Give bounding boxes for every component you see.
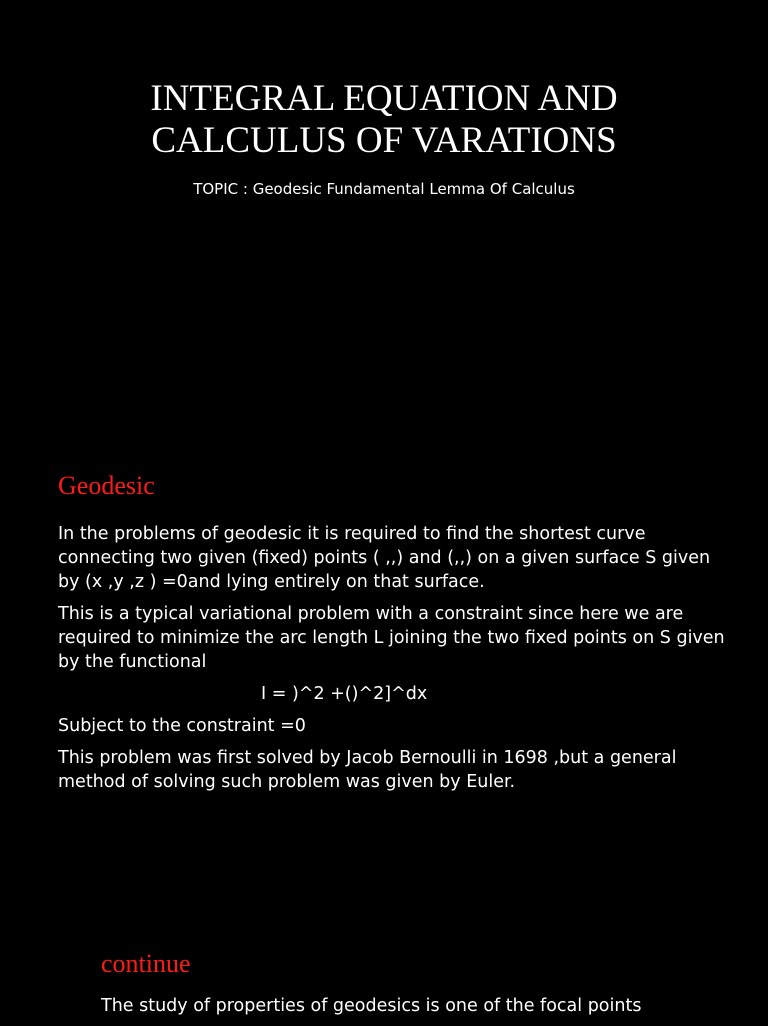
title-slide xyxy=(0,0,768,440)
continue-slide xyxy=(0,940,768,1024)
presentation-title: INTEGRAL EQUATION AND CALCULUS OF VARATIONS xyxy=(150,78,618,161)
functional-formula: I = )^2 +()^2]^dx xyxy=(261,684,428,704)
geodesic-paragraph-constraint: Subject to the constraint =0 xyxy=(58,716,306,736)
geodesic-paragraph-definition: In the problems of geodesic it is required to find the shortest curve connecting two given (fixed) points ( ,,) and (,,) on a given surface S given by (x ,y ,z ) =0and lying entirely on that surface. xyxy=(58,524,711,592)
geodesic-slide xyxy=(0,440,768,940)
continue-body xyxy=(101,994,741,1026)
geodesic-heading: Geodesic xyxy=(58,471,155,500)
geodesic-paragraph-variational: This is a typical variational problem with a constraint since here we are required to minimize the arc length L joining the two fixed points on S given by the functional xyxy=(58,604,725,672)
geodesic-body xyxy=(58,522,728,802)
geodesic-paragraph-history: This problem was first solved by Jacob Bernoulli in 1698 ,but a general method of solving such problem was given by Euler. xyxy=(58,748,677,792)
continue-heading: continue xyxy=(101,949,191,978)
continue-paragraph: The study of properties of geodesics is one of the focal points xyxy=(101,996,642,1016)
topic-subtitle: TOPIC : Geodesic Fundamental Lemma Of Calculus xyxy=(193,180,575,198)
